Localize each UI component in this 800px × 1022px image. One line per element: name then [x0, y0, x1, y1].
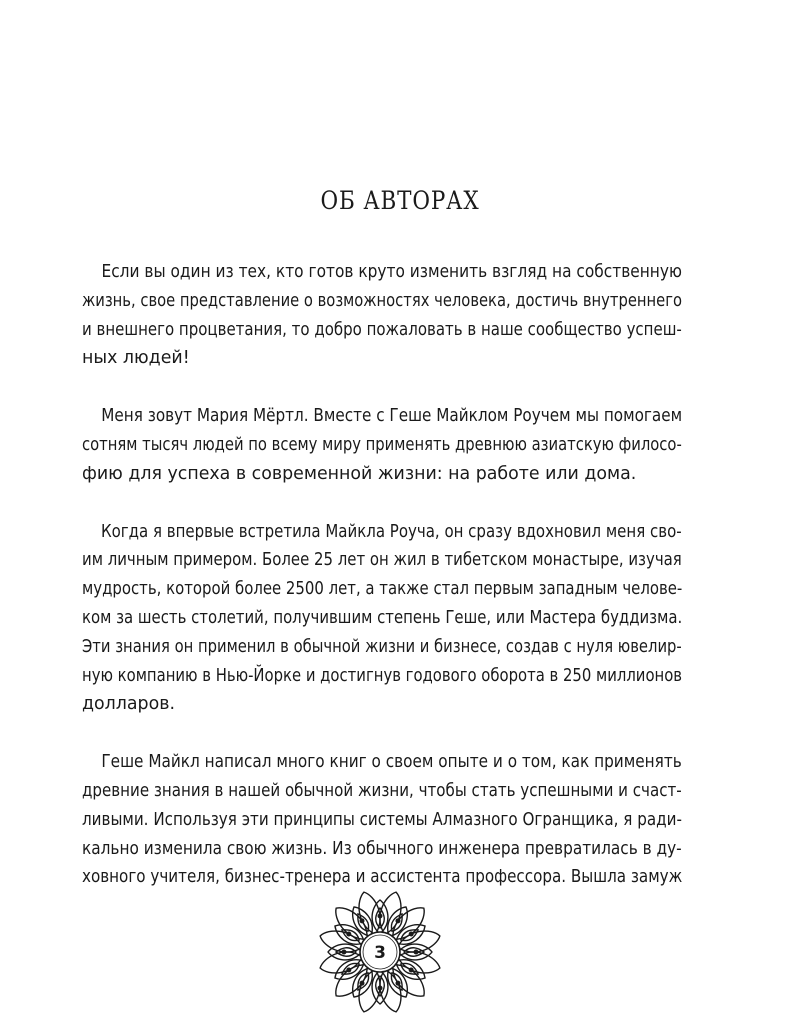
paragraph-2: Меня зовут Мария Мёртл. Вместе с Геше Майклом Роучем мы помогаем сотням тысяч людей по всему миру применять древнюю азиатскую филосо- фию для успеха в современной жизни: на работе или дома. [82, 406, 683, 484]
mandala-dot [409, 932, 413, 936]
paragraph-4: Геше Майкл написал много книг о своем опыте и о том, как применять древние знания в нашей обычной жизни, чтобы стать успешными и счаст- ливыми. Используя эти принципы системы Алмазного Огранщика, я ради- кально изменила свою жизнь. Из обычного инженера превратилась в ду- ховного учителя, бизнес-тренера и ассистента профессора. Вышла замуж [82, 752, 683, 888]
paragraph-1: Если вы один из тех, кто готов круто изменить взгляд на собственную жизнь, свое представление о возможностях человека, достичь внутреннего и внешнего процветания, то добро пожаловать в наше сообщество успеш- ных людей! [82, 262, 682, 369]
paragraph-3: Когда я впервые встретила Майкла Роуча, он сразу вдохновил меня сво- им личным примером. Более 25 лет он жил в тибетском монастыре, изучая мудрость, которой более 2500 лет, а также стал первым западным челове- ком за шесть столетий, получившим степень Геше, или Мастера буддизма. Эти знания он применил в обычной жизни и бизнесе, создав с нуля ювелир- ную компанию в Нью-Йорке и достигнув годового оборота в 250 миллионов долларов. [82, 521, 683, 715]
mandala-dot [360, 919, 364, 923]
mandala-dot [347, 968, 351, 972]
mandala-dot [414, 950, 418, 954]
mandala-dot [378, 914, 382, 918]
mandala-dot [378, 986, 382, 990]
body-text [82, 258, 682, 921]
lotus-mandala-icon [310, 882, 450, 1022]
mandala-dot [396, 981, 400, 985]
page-title: ОБ АВТОРАХ [320, 186, 480, 215]
page-number: 3 [374, 943, 386, 963]
mandala-dot [360, 981, 364, 985]
mandala-dot [347, 932, 351, 936]
mandala-dot [342, 950, 346, 954]
mandala-dot [409, 968, 413, 972]
mandala-dot [396, 919, 400, 923]
